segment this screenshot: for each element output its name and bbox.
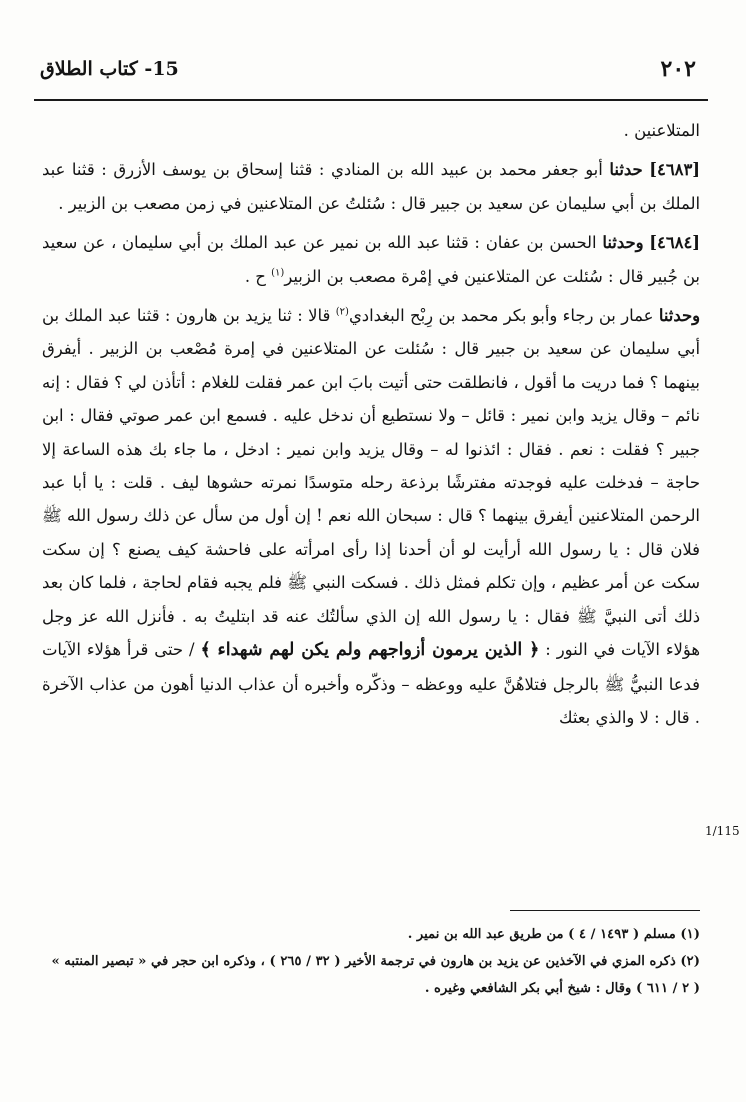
footnote-ref-2: (٢) <box>335 306 349 318</box>
margin-manuscript-ref: 1/115 <box>705 824 740 838</box>
hadith-4684 <box>42 226 700 293</box>
narration-lead: حدثنا <box>609 160 643 180</box>
footnote-ref-1: (١) <box>271 267 285 279</box>
header-divider <box>34 99 708 101</box>
footnote-1: (١) مسلم ( ١٤٩٣ / ٤ ) من طريق عبد الله بن نمير . <box>407 927 700 942</box>
chapter-title: 15- كتاب الطلاق <box>40 58 179 80</box>
hadith-continuation <box>42 299 700 734</box>
narration-lead: وحدثنا <box>658 306 700 326</box>
footnotes <box>42 921 700 1002</box>
intro-text: المتلاعنين . <box>623 121 700 140</box>
hadith-text: قالا : ثنا يزيد بن هارون : قثنا عبد الملك بن أبي سليمان عن سعيد بن جبير قال : سُئلت عن المتلاعنين في إمرة مُصْعب بن الزبير . أيفرق بينهما ؟ فما دريت ما أقول ، فانطلقت حتى أتيت بابَ ابن عمر فقلت للغلام : أتأذن لي ؟ فقال : إنه نائم – وقال يزيد وابن نمير : قائل – ولا نستطيع أن ندخل عليه . فسمع ابن عمر صوتي فقال : ابن جبير ؟ فقلت : نعم . فقال : ائذنوا له – وقال يزيد وابن نمير : ادخل ، ما جاء بك هذه الساعة إلا حاجة – فدخلت عليه فوجدته مفترشًا برذعة رحله متوسدًا نمرته حشوها ليف . قلت : يا أبا عبد الرحمن المتلاعنين أيفرق بينهما ؟ قال : سبحان الله نعم ! إن أول من سأل عن ذلك رسول الله ﷺ فلان قال : يا رسول الله أرأيت لو أن أحدنا إذا رأى امرأته على فاحشة كيف يصنع ؟ إن سكت سكت عن أمر عظيم ، وإن تكلم فمثل ذلك . فسكت النبي ﷺ فلم يجبه فقام لحاجة ، فلما كان بعد ذلك أتى النبيَّ ﷺ فقال : يا رسول الله إن الذي سألتُك عنه قد ابتليتُ به . فأنزل الله عز وجل هؤلاء الآيات في النور : <box>42 306 700 660</box>
hadith-4683 <box>42 153 700 220</box>
quran-verse: ﴿ الذين يرمون أزواجهم ولم يكن لهم شهداء ﴾ <box>200 640 540 661</box>
page-number: ٢٠٢ <box>660 56 696 82</box>
paragraph-intro <box>42 114 700 147</box>
hadith-text: ح . <box>244 266 266 286</box>
footnote-2: (٢) ذكره المزي في الآخذين عن يزيد بن هارون في ترجمة الأخير ( ٣٢ / ٢٦٥ ) ، وذكره ابن حجر في « تبصير المنتبه » ( ٢ / ٦١١ ) وقال : شيخ أبي بكر الشافعي وغيره . <box>51 954 700 996</box>
hadith-number: [٤٦٨٣] <box>649 160 701 180</box>
narration-lead: وحدثنا <box>602 233 644 253</box>
footnote-divider <box>510 910 700 911</box>
hadith-text: الحسن بن عفان : قثنا عبد الله بن نمير عن عبد الملك بن أبي سليمان ، عن سعيد بن جُبير قال : سُئلت عن المتلاعنين في إمْرة مصعب بن الزبير <box>42 233 700 286</box>
hadith-text: / حتى قرأ هؤلاء الآيات فدعا النبيُّ ﷺ بالرجل فتلاهُنَّ عليه ووعظه – وذكّره وأخبره أن عذاب الدنيا أهون من عذاب الآخرة . قال : لا والذي بعثك <box>42 640 700 727</box>
main-text <box>42 114 700 734</box>
hadith-text: أبو جعفر محمد بن عبيد الله بن المنادي : قثنا إسحاق بن يوسف الأزرق : قثنا عبد الملك بن أبي سليمان عن سعيد بن جبير قال : سُئلتُ عن المتلاعنين في زمن مصعب بن الزبير . <box>42 160 700 213</box>
hadith-text: عمار بن رجاء وأبو بكر محمد بن رِبْح البغدادي <box>348 306 654 326</box>
hadith-number: [٤٦٨٤] <box>649 233 701 253</box>
